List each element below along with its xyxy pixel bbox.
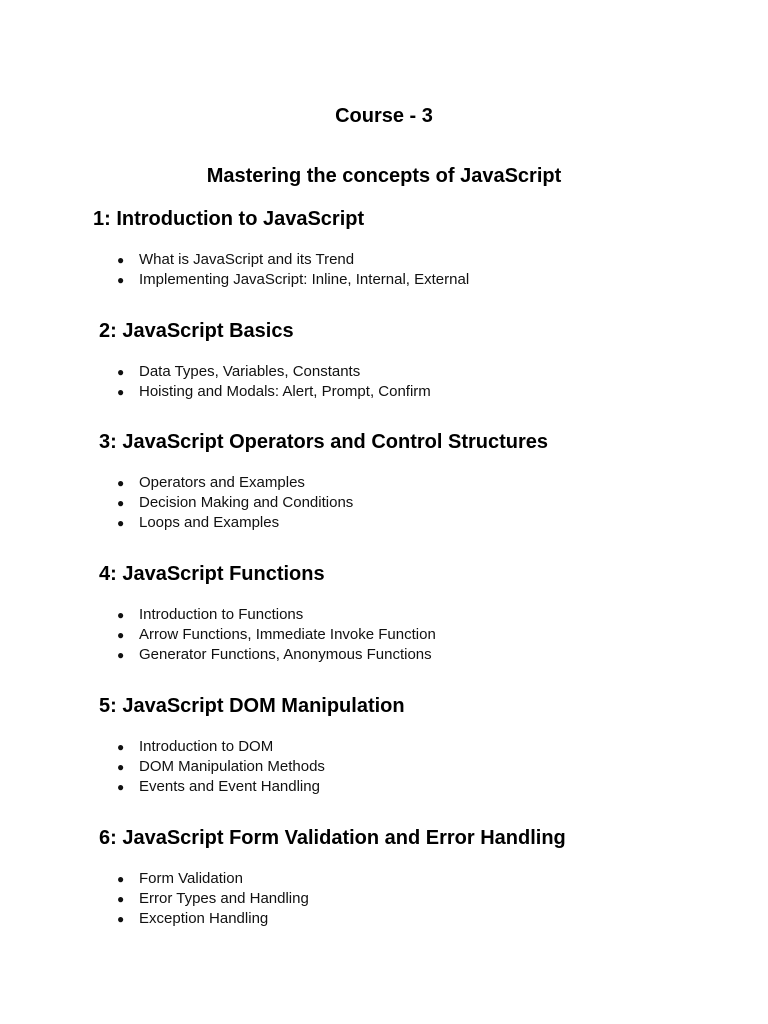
bullet-list [117,869,309,929]
bullet-list [117,362,431,402]
list-item-text: Events and Event Handling [139,778,320,795]
bullet-list [117,737,325,797]
list-item-text: Introduction to DOM [139,738,274,755]
list-item-text: Data Types, Variables, Constants [139,363,361,380]
bullet-list [117,250,469,290]
list-item-text: Loops and Examples [139,514,280,531]
list-item [117,869,309,889]
bullet-icon: ● [117,365,125,379]
list-item [117,645,436,665]
bullet-icon: ● [117,780,125,794]
list-item [117,250,469,270]
list-item-text: What is JavaScript and its Trend [139,251,355,268]
bullet-icon: ● [117,516,125,530]
bullet-list [117,473,353,533]
section-heading: 5: JavaScript DOM Manipulation [99,695,405,717]
bullet-icon: ● [117,476,125,490]
list-item-text: Decision Making and Conditions [139,494,354,511]
section-heading: 1: Introduction to JavaScript [93,208,365,230]
list-item [117,605,436,625]
bullet-icon: ● [117,496,125,510]
course-subtitle: Mastering the concepts of JavaScript [206,165,562,187]
list-item-text: Implementing JavaScript: Inline, Internal, External [139,271,470,288]
list-item [117,757,325,777]
course-title: Course - 3 [335,105,433,127]
bullet-icon: ● [117,385,125,399]
list-item [117,473,353,493]
bullet-icon: ● [117,253,125,267]
list-item [117,777,325,797]
bullet-icon: ● [117,760,125,774]
list-item-text: Arrow Functions, Immediate Invoke Function [139,626,436,643]
list-item [117,909,309,929]
bullet-icon: ● [117,740,125,754]
list-item-text: Generator Functions, Anonymous Functions [139,646,432,663]
list-item [117,270,469,290]
bullet-icon: ● [117,872,125,886]
list-item [117,493,353,513]
list-item [117,382,431,402]
bullet-list [117,605,436,665]
list-item [117,625,436,645]
section-heading: 2: JavaScript Basics [99,320,294,342]
section-heading: 4: JavaScript Functions [99,563,325,585]
bullet-icon: ● [117,273,125,287]
bullet-icon: ● [117,628,125,642]
list-item-text: Operators and Examples [139,474,305,491]
list-item [117,513,353,533]
list-item [117,362,431,382]
list-item-text: Error Types and Handling [139,890,309,907]
section-heading: 3: JavaScript Operators and Control Structures [99,431,549,453]
bullet-icon: ● [117,912,125,926]
bullet-icon: ● [117,648,125,662]
list-item-text: Hoisting and Modals: Alert, Prompt, Confirm [139,383,431,400]
list-item-text: Form Validation [139,870,243,887]
bullet-icon: ● [117,608,125,622]
section-heading: 6: JavaScript Form Validation and Error Handling [99,827,566,849]
list-item-text: Exception Handling [139,910,269,927]
bullet-icon: ● [117,892,125,906]
list-item-text: DOM Manipulation Methods [139,758,325,775]
list-item [117,737,325,757]
list-item-text: Introduction to Functions [139,606,304,623]
list-item [117,889,309,909]
